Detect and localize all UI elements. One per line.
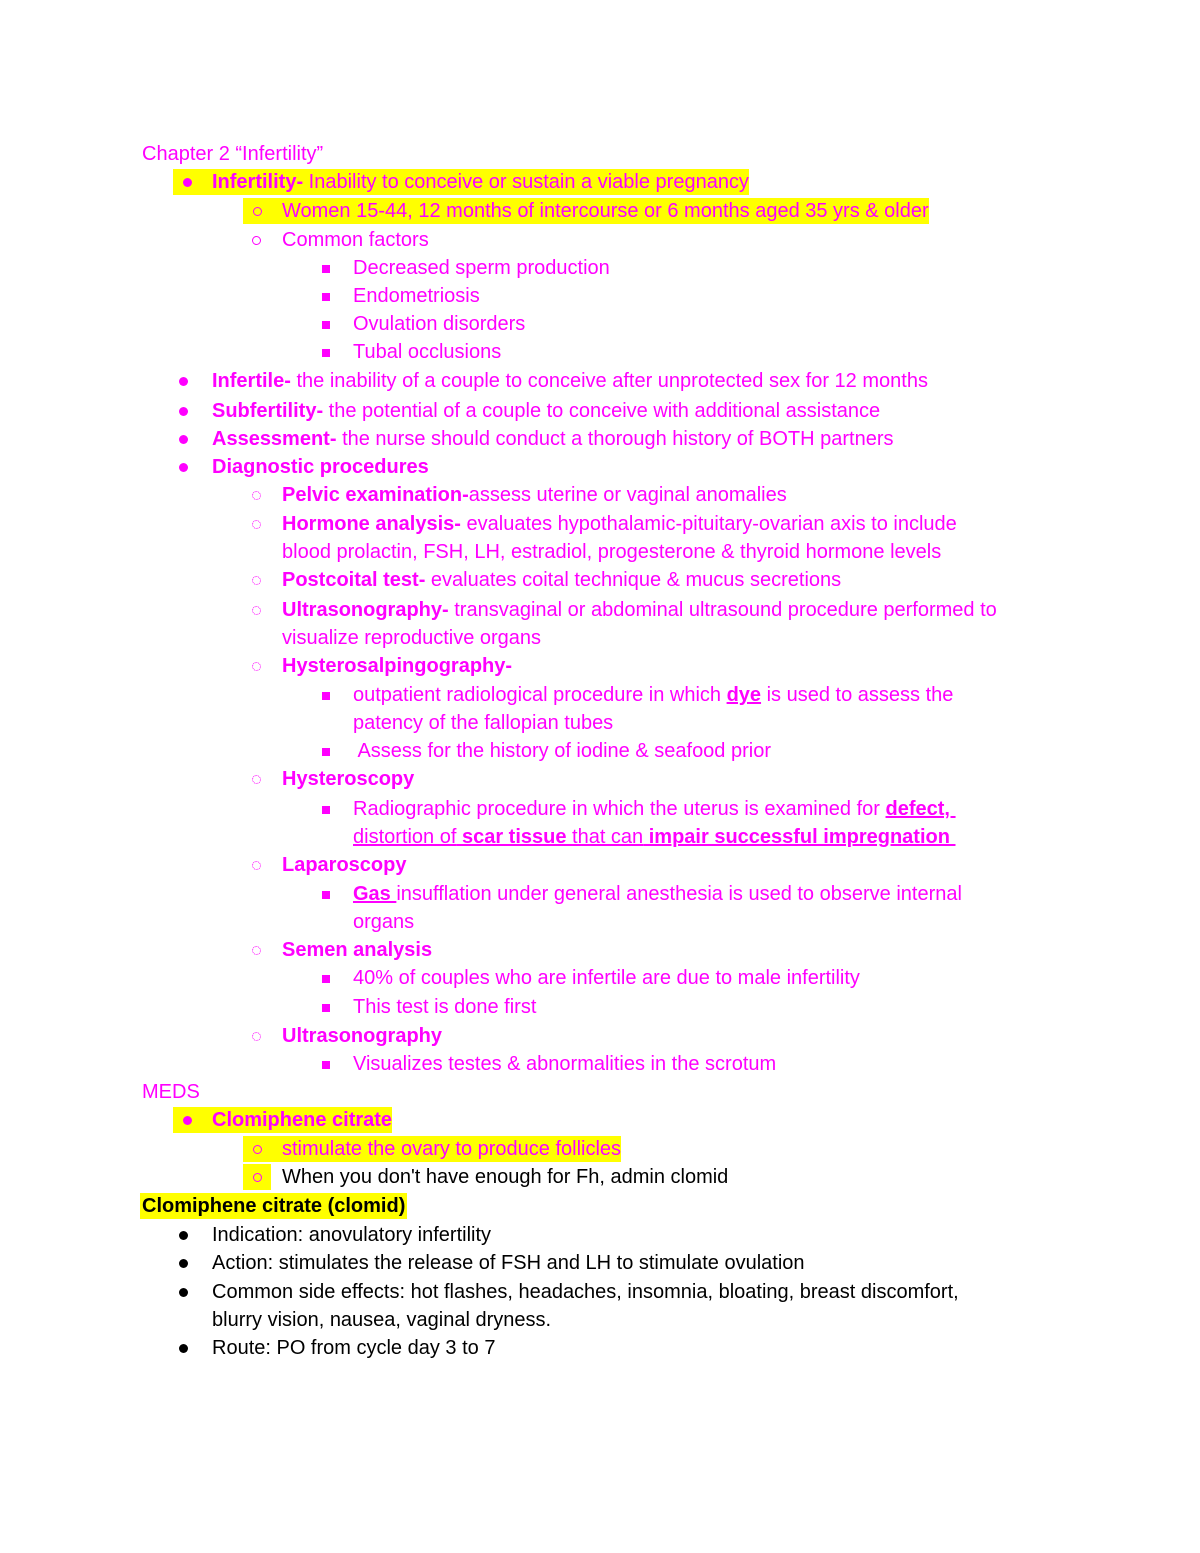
bullet-square-icon <box>316 881 336 907</box>
bullet-square-icon <box>316 1051 336 1077</box>
infertility-item: Infertility- Inability to conceive or sustain a viable pregnancy <box>201 169 749 195</box>
hysteroscopy-title: Hysteroscopy <box>282 768 415 790</box>
meds-statement-1: stimulate the ovary to produce follicles <box>271 1136 621 1162</box>
assessment-item: Assessment- the nurse should conduct a thorough history of BOTH partners <box>212 428 894 450</box>
meds-statement-2: When you don't have enough for Fh, admin clomid <box>282 1166 729 1188</box>
meds-heading: MEDS <box>142 1081 200 1103</box>
clomid-indication: Indication: anovulatory infertility <box>212 1224 492 1246</box>
factor-item: Endometriosis <box>353 285 480 307</box>
bullet-dotted-ring-icon <box>246 511 266 537</box>
hormone-item-cont: blood prolactin, FSH, LH, estradiol, progesterone & thyroid hormone levels <box>282 541 942 563</box>
bullet-dotted-ring-icon <box>246 766 266 792</box>
hysteroscopy-bullet-1-cont: distortion of scar tissue that can impair successful impregnation <box>353 826 956 848</box>
semen-bullet-2: This test is done first <box>353 996 537 1018</box>
bullet-dot-icon <box>173 1222 193 1248</box>
factor-item: Tubal occlusions <box>353 341 502 363</box>
bullet-dot-icon <box>173 169 201 195</box>
meds-drug: Clomiphene citrate <box>201 1107 392 1133</box>
bullet-dot-icon <box>173 1279 193 1305</box>
chapter-heading: Chapter 2 “Infertility” <box>142 143 324 165</box>
bullet-ring-icon <box>243 198 271 224</box>
hsg-bullet-1-cont: patency of the fallopian tubes <box>353 712 614 734</box>
semen-title: Semen analysis <box>282 939 433 961</box>
semen-bullet-1: 40% of couples who are infertile are due to male infertility <box>353 967 860 989</box>
infertile-item: Infertile- the inability of a couple to conceive after unprotected sex for 12 months <box>212 370 928 392</box>
bullet-dotted-ring-icon <box>246 482 266 508</box>
infertility-women: Women 15-44, 12 months of intercourse or 6 months aged 35 yrs & older <box>271 198 929 224</box>
bullet-dotted-ring-icon <box>246 1023 266 1049</box>
clomid-route: Route: PO from cycle day 3 to 7 <box>212 1337 496 1359</box>
bullet-dotted-ring-icon <box>246 937 266 963</box>
clomid-heading: Clomiphene citrate (clomid) <box>142 1195 406 1217</box>
laparoscopy-bullet-1: Gas insufflation under general anesthesia is used to observe internal <box>353 883 962 905</box>
bullet-square-icon <box>316 255 336 281</box>
bullet-dot-icon <box>173 368 193 394</box>
bullet-dotted-ring-icon <box>246 653 266 679</box>
hsg-title: Hysterosalpingography- <box>282 655 513 677</box>
hsg-bullet-2: Assess for the history of iodine & seafood prior <box>353 740 771 762</box>
hormone-item: Hormone analysis- evaluates hypothalamic-pituitary-ovarian axis to include <box>282 513 957 535</box>
bullet-square-icon <box>316 738 336 764</box>
common-factors: Common factors <box>282 229 429 251</box>
bullet-dotted-ring-icon <box>246 597 266 623</box>
factor-item: Decreased sperm production <box>353 257 610 279</box>
bullet-dot-icon <box>173 1335 193 1361</box>
bullet-dot-icon <box>173 1250 193 1276</box>
hysteroscopy-bullet-1: Radiographic procedure in which the uterus is examined for defect, <box>353 798 956 820</box>
laparoscopy-bullet-1-cont: organs <box>353 911 415 933</box>
bullet-ring-icon <box>243 1136 271 1162</box>
ultrasonography2-title: Ultrasonography <box>282 1025 443 1047</box>
clomid-side-effects-cont: blurry vision, nausea, vaginal dryness. <box>212 1309 552 1331</box>
bullet-dot-icon <box>173 454 193 480</box>
postcoital-item: Postcoital test- evaluates coital technique & mucus secretions <box>282 569 842 591</box>
bullet-dotted-ring-icon <box>246 852 266 878</box>
ultrasonography-item: Ultrasonography- transvaginal or abdominal ultrasound procedure performed to <box>282 599 997 621</box>
bullet-dot-icon <box>173 1107 201 1133</box>
bullet-ring-icon <box>246 227 266 253</box>
laparoscopy-title: Laparoscopy <box>282 854 407 876</box>
bullet-square-icon <box>316 965 336 991</box>
bullet-ring-icon <box>243 1164 271 1190</box>
diagnostic-title: Diagnostic procedures <box>212 456 429 478</box>
hsg-bullet-1: outpatient radiological procedure in which dye is used to assess the <box>353 684 954 706</box>
bullet-square-icon <box>316 994 336 1020</box>
bullet-dot-icon <box>173 398 193 424</box>
pelvic-item: Pelvic examination-assess uterine or vaginal anomalies <box>282 484 787 506</box>
clomid-action: Action: stimulates the release of FSH and LH to stimulate ovulation <box>212 1252 805 1274</box>
ultrasonography-item-cont: visualize reproductive organs <box>282 627 542 649</box>
bullet-square-icon <box>316 311 336 337</box>
clomid-side-effects: Common side effects: hot flashes, headaches, insomnia, bloating, breast discomfort, <box>212 1281 959 1303</box>
bullet-dot-icon <box>173 426 193 452</box>
bullet-square-icon <box>316 339 336 365</box>
bullet-dotted-ring-icon <box>246 567 266 593</box>
ultrasonography2-bullet-1: Visualizes testes & abnormalities in the scrotum <box>353 1053 777 1075</box>
bullet-square-icon <box>316 796 336 822</box>
bullet-square-icon <box>316 682 336 708</box>
bullet-square-icon <box>316 283 336 309</box>
subfertility-item: Subfertility- the potential of a couple to conceive with additional assistance <box>212 400 881 422</box>
factor-item: Ovulation disorders <box>353 313 526 335</box>
